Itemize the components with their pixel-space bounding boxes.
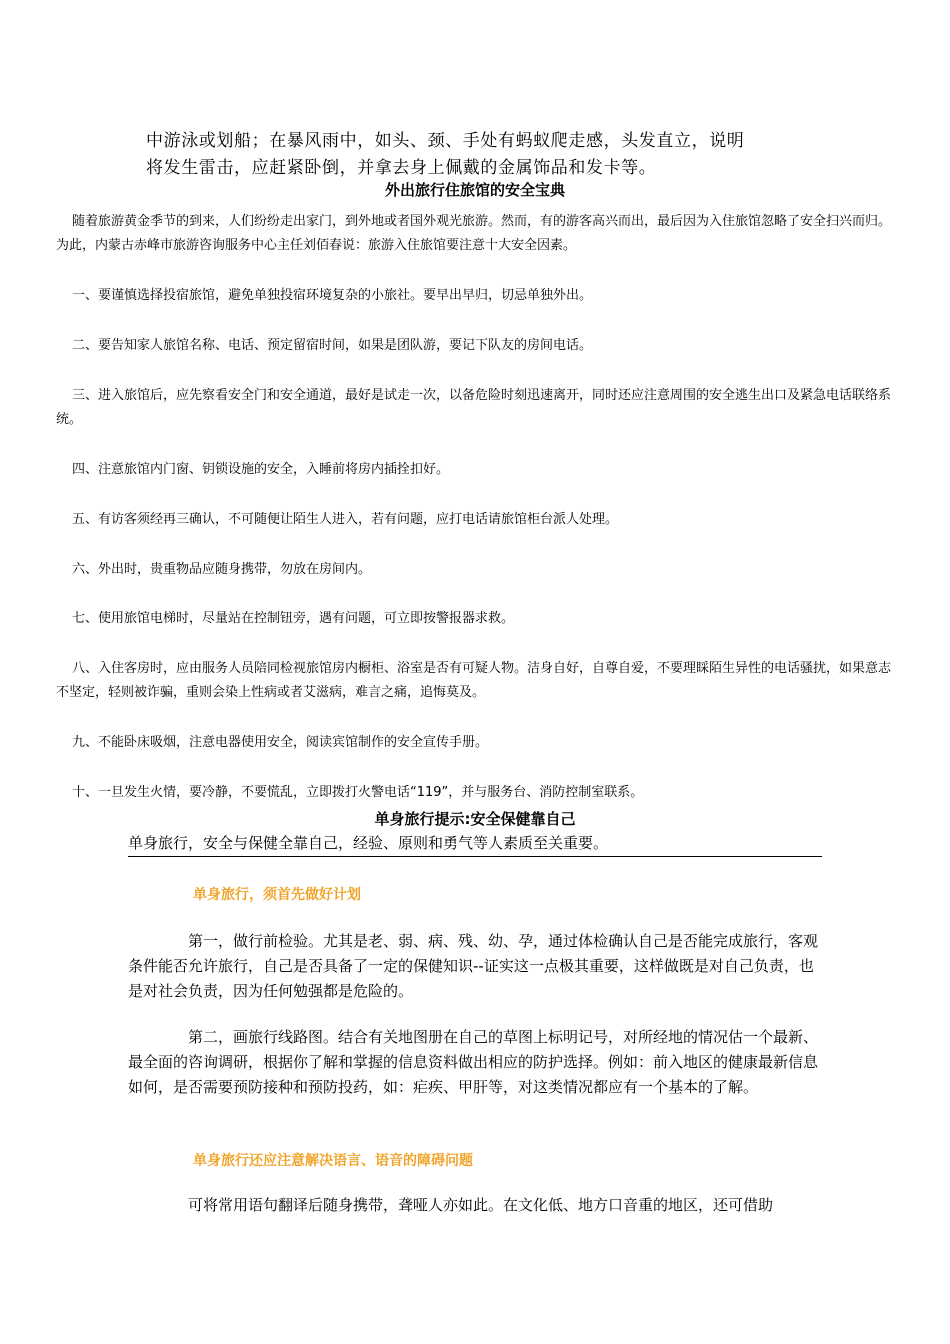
solo-travel-lead: 单身旅行，安全与保健全靠自己，经验、原则和勇气等人素质至关重要。	[128, 834, 609, 852]
subheading-language: 单身旅行还应注意解决语言、语音的障碍问题	[193, 1153, 473, 1169]
list-item-5: 五、有访客须经再三确认，不可随便让陌生人进入，若有问题，应打电话请旅馆柜台派人处理。	[72, 512, 619, 527]
intro-paragraph: 随着旅游黄金季节的到来，人们纷纷走出家门，到外地或者国外观光旅游。然而，有的游客高兴而出，最后因为入住旅馆忽略了安全扫兴而归。为此，内蒙古赤峰市旅游咨询服务中心主任刘佰春说：旅游入住旅馆要注意十大安全因素。	[56, 214, 892, 253]
list-item-9: 九、不能卧床吸烟，注意电器使用安全，阅读宾馆制作的安全宣传手册。	[72, 735, 489, 750]
section-title-solo-travel: 单身旅行提示:安全保健靠自己	[374, 810, 576, 828]
list-item-1: 一、要谨慎选择投宿旅馆，避免单独投宿环境复杂的小旅社。要早出早归，切忌单独外出。	[72, 288, 593, 303]
list-item-10: 十、一旦发生火情，要冷静，不要慌乱，立即拨打火警电话“119”，并与服务台、消防控制室联系。	[72, 785, 644, 800]
section-title-hotel-safety: 外出旅行住旅馆的安全宝典	[384, 181, 565, 199]
subheading-plan: 单身旅行，须首先做好计划	[193, 887, 361, 903]
list-item-7: 七、使用旅馆电梯时，尽量站在控制钮旁，遇有问题，可立即按警报器求救。	[72, 611, 515, 626]
paragraph-health-check: 第一，做行前检验。尤其是老、弱、病、残、幼、孕，通过体检确认自己是否能完成旅行，客观条件能否允许旅行，自己是否具备了一定的保健知识--证实这一点极其重要，这样做既是对自己负责，也是对社会负责，因为任何勉强都是危险的。	[128, 932, 819, 1000]
list-item-2: 二、要告知家人旅馆名称、电话、预定留宿时间，如果是团队游，要记下队友的房间电话。	[72, 338, 593, 353]
list-item-3: 三、进入旅馆后，应先察看安全门和安全通道，最好是试走一次，以备危险时刻迅速离开，同时还应注意周围的安全逃生出口及紧急电话联络系统。	[56, 388, 892, 427]
list-item-6: 六、外出时，贵重物品应随身携带，勿放在房间内。	[72, 562, 372, 577]
list-item-4: 四、注意旅馆内门窗、钥锁设施的安全，入睡前将房内插拴扣好。	[72, 462, 450, 477]
list-item-8: 八、入住客房时，应由服务人员陪同检视旅馆房内橱柜、浴室是否有可疑人物。洁身自好，自尊自爱，不要理睬陌生异性的电话骚扰，如果意志不坚定，轻则被诈骗，重则会染上性病或者艾滋病，难言之痛，追悔莫及。	[56, 661, 892, 700]
paragraph-language: 可将常用语句翻译后随身携带，聋哑人亦如此。在文化低、地方口音重的地区，还可借助	[188, 1196, 774, 1214]
paragraph-route-map: 第二，画旅行线路图。结合有关地图册在自己的草图上标明记号，对所经地的情况估一个最新、最全面的咨询调研，根据你了解和掌握的信息资料做出相应的防护选择。例如：前入地区的健康最新信息如何，是否需要预防接种和预防投药，如：疟疾、甲肝等，对这类情况都应有一个基本的了解。	[128, 1028, 819, 1096]
horizontal-rule	[128, 856, 822, 857]
continued-text-line-1: 中游泳或划船；在暴风雨中，如头、颈、手处有蚂蚁爬走感，头发直立，说明	[146, 131, 745, 151]
continued-text-line-2: 将发生雷击，应赶紧卧倒，并拿去身上佩戴的金属饰品和发卡等。	[146, 158, 657, 178]
